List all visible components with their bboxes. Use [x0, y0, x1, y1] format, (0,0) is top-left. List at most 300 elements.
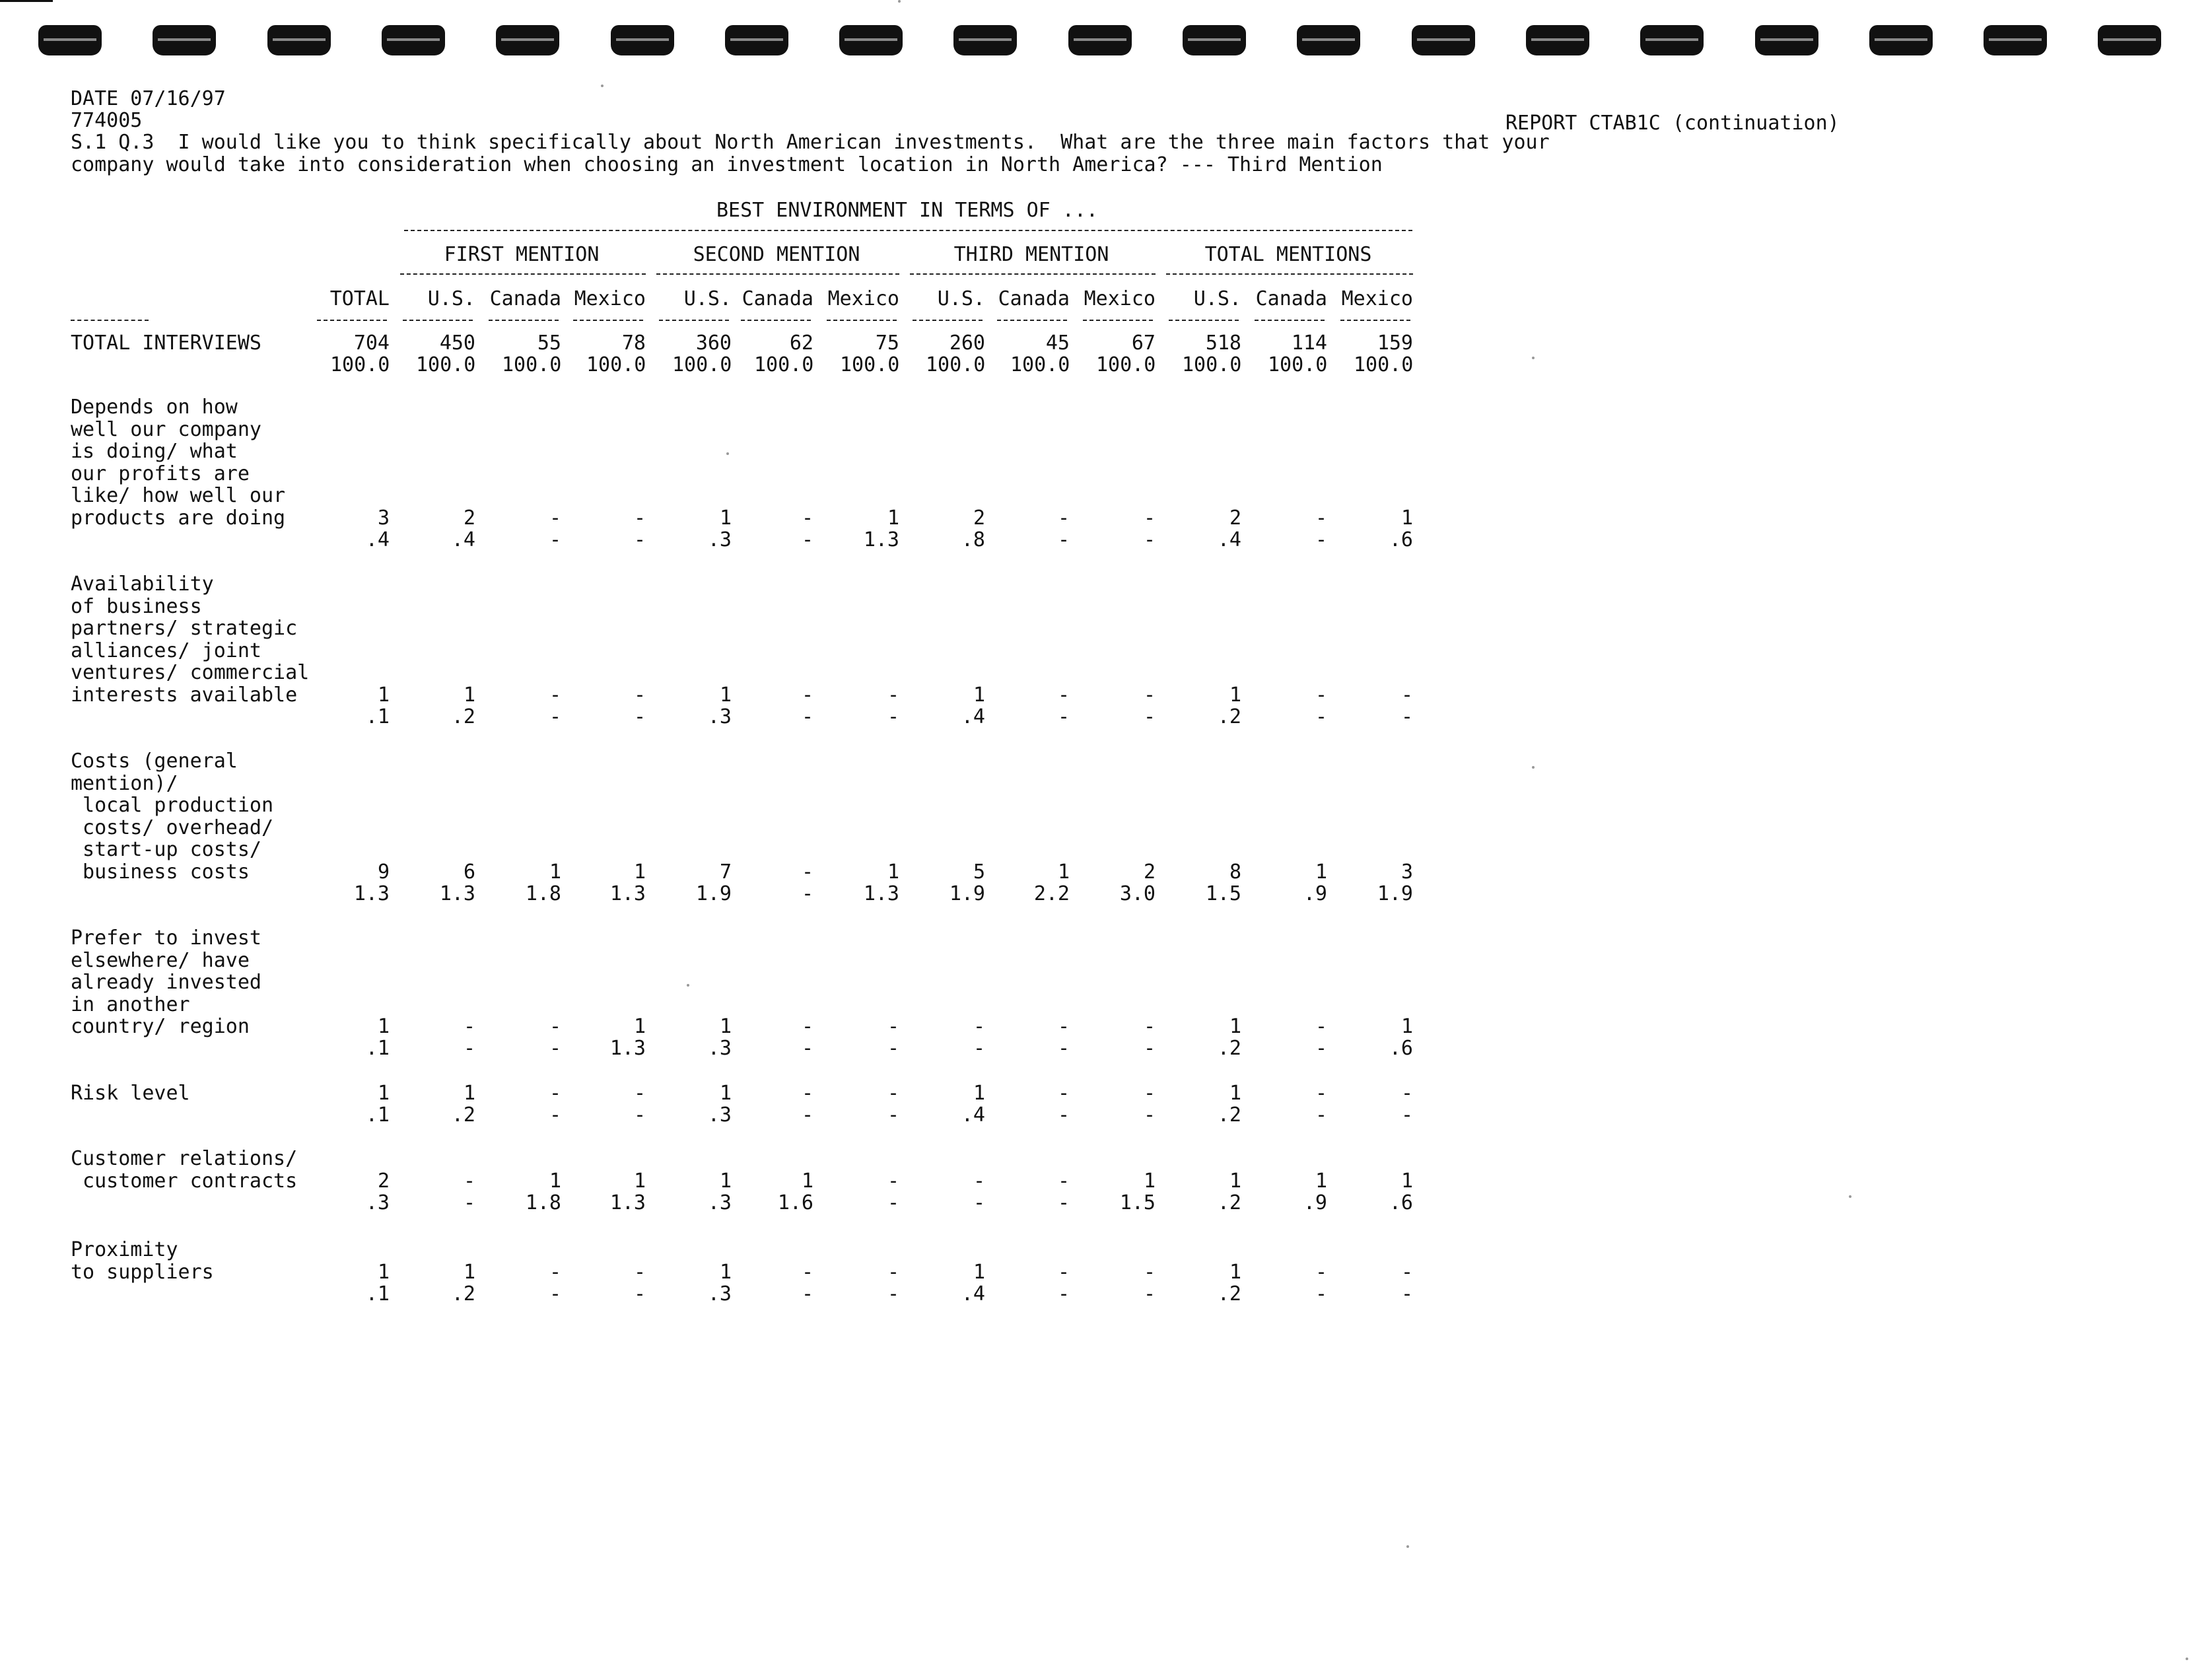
count-cell: 1 — [973, 1260, 985, 1284]
base-count-cell: 55 — [537, 332, 561, 355]
count-cell: - — [1057, 1260, 1070, 1284]
percent-cell: - — [633, 1103, 646, 1127]
percent-cell: - — [887, 1191, 899, 1214]
percent-cell: 1.3 — [609, 1037, 646, 1060]
column-header: Mexico — [1084, 287, 1156, 310]
feed-hole — [153, 25, 216, 55]
row-label-line: our profits are — [71, 462, 250, 485]
count-cell: 1 — [887, 506, 899, 530]
row-label-line: Proximity — [71, 1238, 178, 1261]
percent-cell: .1 — [365, 1103, 390, 1127]
column-header: Canada — [998, 287, 1070, 310]
count-cell: - — [801, 683, 813, 707]
dash-rule — [659, 320, 729, 321]
count-cell: 2 — [1143, 860, 1156, 884]
count-cell: - — [887, 1082, 899, 1105]
dash-rule — [400, 273, 646, 275]
scan-speck — [1532, 766, 1535, 769]
count-cell: 1 — [633, 860, 646, 884]
count-cell: - — [801, 506, 813, 530]
row-label-line: already invested — [71, 971, 261, 994]
base-percent-cell: 100.0 — [754, 353, 814, 376]
count-cell: - — [633, 683, 646, 707]
count-cell: - — [1400, 1260, 1413, 1284]
report-date: DATE 07/16/97 — [71, 87, 226, 110]
feed-hole — [38, 25, 102, 55]
percent-cell: - — [1315, 1037, 1327, 1060]
percent-cell: .8 — [961, 528, 985, 551]
percent-cell: - — [633, 1282, 646, 1306]
percent-cell: .3 — [707, 1103, 732, 1127]
percent-cell: .3 — [707, 528, 732, 551]
count-cell: - — [887, 1015, 899, 1038]
dash-rule — [317, 320, 387, 321]
feed-hole — [1412, 25, 1475, 55]
count-cell: - — [1315, 1015, 1327, 1038]
percent-cell: - — [801, 528, 813, 551]
count-cell: - — [1315, 683, 1327, 707]
row-label-line: well our company — [71, 417, 261, 441]
count-cell: - — [463, 1169, 475, 1193]
banner-rule — [404, 230, 1412, 231]
base-count-cell: 450 — [439, 332, 475, 355]
base-count-cell: 78 — [621, 332, 646, 355]
base-percent-cell: 100.0 — [586, 353, 646, 376]
dash-rule — [1340, 320, 1410, 321]
dash-rule — [997, 320, 1067, 321]
percent-cell: - — [549, 528, 561, 551]
base-count-cell: 704 — [353, 332, 390, 355]
count-cell: 5 — [973, 860, 985, 884]
column-header: U.S. — [427, 287, 475, 310]
base-percent-cell: 100.0 — [1268, 353, 1328, 376]
row-label-line: products are doing — [71, 506, 286, 530]
percent-cell: .1 — [365, 1037, 390, 1060]
count-cell: - — [973, 1015, 985, 1038]
count-cell: 1 — [377, 1260, 390, 1284]
row-label-line: Depends on how — [71, 396, 238, 419]
percent-cell: - — [1400, 705, 1413, 728]
base-count-cell: 518 — [1205, 332, 1241, 355]
feed-hole — [267, 25, 331, 55]
question-text-line-1: S.1 Q.3 I would like you to think specifically about North American investments. What are the three main factors that your — [71, 131, 1550, 154]
row-label-line: alliances/ joint — [71, 639, 261, 662]
dash-rule — [489, 320, 559, 321]
percent-cell: .3 — [707, 1282, 732, 1306]
count-cell: - — [549, 683, 561, 707]
table-banner: BEST ENVIRONMENT IN TERMS OF ... — [716, 199, 1098, 222]
column-header: U.S. — [937, 287, 985, 310]
feed-hole — [1640, 25, 1704, 55]
percent-cell: .9 — [1303, 1191, 1327, 1214]
percent-cell: .4 — [961, 1103, 985, 1127]
percent-cell: .2 — [1217, 705, 1241, 728]
column-header: Mexico — [574, 287, 646, 310]
scan-speck — [601, 85, 604, 87]
row-label-line: Risk level — [71, 1082, 190, 1105]
row-label-line: Customer relations/ — [71, 1147, 298, 1170]
count-cell: 1 — [463, 683, 475, 707]
percent-cell: - — [801, 705, 813, 728]
percent-cell: - — [973, 1191, 985, 1214]
feed-hole — [1297, 25, 1360, 55]
percent-cell: .2 — [451, 705, 475, 728]
percent-cell: - — [887, 705, 899, 728]
count-cell: 1 — [1057, 860, 1070, 884]
study-id: 774005 — [71, 109, 143, 132]
base-percent-cell: 100.0 — [330, 353, 390, 376]
row-label-line: like/ how well our — [71, 484, 286, 507]
count-cell: - — [633, 1260, 646, 1284]
count-cell: 3 — [1400, 860, 1413, 884]
count-cell: 2 — [463, 506, 475, 530]
row-label-line: costs/ overhead/ — [71, 816, 274, 839]
percent-cell: 1.3 — [353, 882, 390, 905]
percent-cell: - — [549, 1103, 561, 1127]
percent-cell: .4 — [365, 528, 390, 551]
count-cell: 9 — [377, 860, 390, 884]
tractor-feed-holes — [0, 25, 2212, 59]
percent-cell: .3 — [707, 705, 732, 728]
count-cell: - — [1143, 1082, 1156, 1105]
percent-cell: - — [1057, 705, 1070, 728]
feed-hole — [496, 25, 559, 55]
base-percent-cell: 100.0 — [1010, 353, 1070, 376]
percent-cell: .2 — [451, 1282, 475, 1306]
percent-cell: .2 — [1217, 1191, 1241, 1214]
column-group-header: FIRST MENTION — [444, 243, 600, 266]
report-id: REPORT CTAB1C (continuation) — [1505, 112, 1840, 135]
count-cell: 7 — [719, 860, 732, 884]
column-header: U.S. — [683, 287, 732, 310]
percent-cell: 1.9 — [695, 882, 732, 905]
percent-cell: .1 — [365, 1282, 390, 1306]
count-cell: - — [549, 1082, 561, 1105]
dash-rule — [71, 320, 149, 321]
percent-cell: 1.3 — [609, 1191, 646, 1214]
percent-cell: 1.9 — [1377, 882, 1413, 905]
column-group-header: SECOND MENTION — [693, 243, 860, 266]
percent-cell: .2 — [1217, 1282, 1241, 1306]
count-cell: 8 — [1229, 860, 1241, 884]
base-percent-cell: 100.0 — [1096, 353, 1156, 376]
count-cell: 1 — [1143, 1169, 1156, 1193]
row-label-line: ventures/ commercial — [71, 661, 310, 684]
count-cell: 1 — [719, 1015, 732, 1038]
percent-cell: .2 — [1217, 1103, 1241, 1127]
count-cell: - — [633, 1082, 646, 1105]
count-cell: 1 — [719, 506, 732, 530]
dash-rule — [827, 320, 897, 321]
percent-cell: .4 — [961, 1282, 985, 1306]
scan-speck — [1849, 1195, 1851, 1198]
feed-hole — [1526, 25, 1589, 55]
column-header: U.S. — [1193, 287, 1241, 310]
column-header: Canada — [742, 287, 813, 310]
row-label-line: elsewhere/ have — [71, 948, 250, 972]
count-cell: - — [1315, 1260, 1327, 1284]
count-cell: - — [549, 1260, 561, 1284]
count-cell: 1 — [1315, 1169, 1327, 1193]
base-percent-cell: 100.0 — [416, 353, 476, 376]
percent-cell: .3 — [707, 1037, 732, 1060]
dash-rule — [403, 320, 473, 321]
row-label-line: Costs (general — [71, 750, 238, 773]
base-percent-cell: 100.0 — [1182, 353, 1242, 376]
percent-cell: .4 — [961, 705, 985, 728]
row-label-line: Prefer to invest — [71, 926, 261, 950]
count-cell: 1 — [633, 1015, 646, 1038]
percent-cell: .2 — [451, 1103, 475, 1127]
count-cell: 1 — [377, 683, 390, 707]
column-group-header: THIRD MENTION — [953, 243, 1109, 266]
percent-cell: - — [1143, 1103, 1156, 1127]
percent-cell: - — [463, 1037, 475, 1060]
column-header: Mexico — [1341, 287, 1413, 310]
row-label-line: Availability — [71, 573, 214, 596]
count-cell: - — [1315, 506, 1327, 530]
percent-cell: - — [1143, 528, 1156, 551]
dash-rule — [1169, 320, 1239, 321]
row-label-line: partners/ strategic — [71, 617, 298, 640]
percent-cell: - — [1143, 705, 1156, 728]
feed-hole — [2098, 25, 2161, 55]
row-label-line: start-up costs/ — [71, 838, 261, 861]
feed-hole — [1755, 25, 1818, 55]
percent-cell: - — [887, 1282, 899, 1306]
percent-cell: 1.3 — [439, 882, 475, 905]
dash-rule — [1166, 273, 1413, 275]
dash-rule — [573, 320, 643, 321]
percent-cell: 1.8 — [525, 882, 561, 905]
base-percent-cell: 100.0 — [1354, 353, 1414, 376]
base-percent-cell: 100.0 — [840, 353, 900, 376]
percent-cell: - — [549, 1037, 561, 1060]
percent-cell: - — [549, 705, 561, 728]
scan-speck — [726, 452, 729, 455]
percent-cell: .9 — [1303, 882, 1327, 905]
dash-rule — [656, 273, 899, 275]
base-count-cell: 62 — [789, 332, 813, 355]
row-label-total-interviews: TOTAL INTERVIEWS — [71, 332, 261, 355]
count-cell: 1 — [887, 860, 899, 884]
percent-cell: - — [887, 1037, 899, 1060]
count-cell: - — [549, 506, 561, 530]
count-cell: - — [801, 1015, 813, 1038]
base-count-cell: 75 — [875, 332, 899, 355]
count-cell: 1 — [719, 683, 732, 707]
row-label-line: country/ region — [71, 1015, 250, 1038]
percent-cell: - — [1057, 1103, 1070, 1127]
count-cell: - — [887, 683, 899, 707]
scan-edge-line — [0, 0, 53, 2]
percent-cell: - — [1315, 1282, 1327, 1306]
count-cell: 1 — [1315, 860, 1327, 884]
count-cell: 3 — [377, 506, 390, 530]
count-cell: 1 — [377, 1015, 390, 1038]
row-label-line: local production — [71, 794, 274, 817]
percent-cell: - — [1057, 1037, 1070, 1060]
percent-cell: - — [1315, 705, 1327, 728]
percent-cell: .6 — [1389, 1191, 1413, 1214]
count-cell: 1 — [1229, 1015, 1241, 1038]
question-text-line-2: company would take into consideration when choosing an investment location in North America? --- Third Mention — [71, 153, 1383, 176]
percent-cell: 1.8 — [525, 1191, 561, 1214]
base-count-cell: 360 — [695, 332, 732, 355]
count-cell: - — [1143, 1260, 1156, 1284]
count-cell: 1 — [973, 1082, 985, 1105]
percent-cell: 3.0 — [1119, 882, 1156, 905]
column-header: TOTAL — [329, 287, 390, 310]
feed-hole — [1869, 25, 1933, 55]
base-count-cell: 45 — [1045, 332, 1070, 355]
count-cell: 6 — [463, 860, 475, 884]
percent-cell: - — [1315, 528, 1327, 551]
base-count-cell: 67 — [1131, 332, 1156, 355]
count-cell: - — [1057, 1015, 1070, 1038]
dash-rule — [910, 273, 1156, 275]
count-cell: 2 — [377, 1169, 390, 1193]
percent-cell: .1 — [365, 705, 390, 728]
count-cell: - — [1143, 683, 1156, 707]
percent-cell: .3 — [707, 1191, 732, 1214]
row-label-line: business costs — [71, 860, 250, 884]
scan-speck — [1406, 1545, 1409, 1548]
percent-cell: - — [1400, 1103, 1413, 1127]
column-group-header: TOTAL MENTIONS — [1204, 243, 1372, 266]
percent-cell: 2.2 — [1033, 882, 1070, 905]
count-cell: - — [801, 1260, 813, 1284]
count-cell: 1 — [1400, 1169, 1413, 1193]
row-label-line: in another — [71, 993, 190, 1016]
row-label-line: is doing/ what — [71, 440, 238, 463]
percent-cell: 1.9 — [949, 882, 985, 905]
row-label-line: of business — [71, 594, 202, 618]
count-cell: - — [1143, 506, 1156, 530]
count-cell: - — [1400, 1082, 1413, 1105]
percent-cell: 1.3 — [863, 882, 899, 905]
count-cell: - — [549, 1015, 561, 1038]
percent-cell: 1.3 — [863, 528, 899, 551]
feed-hole — [382, 25, 445, 55]
percent-cell: 1.5 — [1119, 1191, 1156, 1214]
base-percent-cell: 100.0 — [502, 353, 562, 376]
count-cell: 1 — [719, 1082, 732, 1105]
count-cell: - — [801, 1082, 813, 1105]
count-cell: - — [1143, 1015, 1156, 1038]
percent-cell: - — [801, 1282, 813, 1306]
count-cell: 1 — [1229, 1169, 1241, 1193]
base-count-cell: 159 — [1377, 332, 1413, 355]
percent-cell: - — [1057, 528, 1070, 551]
percent-cell: .6 — [1389, 528, 1413, 551]
count-cell: 1 — [1400, 506, 1413, 530]
count-cell: 1 — [549, 1169, 561, 1193]
percent-cell: .4 — [1217, 528, 1241, 551]
count-cell: - — [1057, 1169, 1070, 1193]
percent-cell: .3 — [365, 1191, 390, 1214]
count-cell: 1 — [463, 1260, 475, 1284]
count-cell: 2 — [1229, 506, 1241, 530]
count-cell: 1 — [1229, 1260, 1241, 1284]
column-header: Canada — [1255, 287, 1327, 310]
base-count-cell: 114 — [1291, 332, 1327, 355]
scan-speck — [2186, 1658, 2188, 1660]
row-label-line: to suppliers — [71, 1260, 214, 1284]
count-cell: - — [1057, 506, 1070, 530]
percent-cell: - — [887, 1103, 899, 1127]
column-header: Mexico — [827, 287, 899, 310]
count-cell: - — [633, 506, 646, 530]
feed-hole — [1068, 25, 1132, 55]
percent-cell: - — [1143, 1282, 1156, 1306]
feed-hole — [611, 25, 674, 55]
count-cell: 1 — [1229, 1082, 1241, 1105]
count-cell: - — [887, 1260, 899, 1284]
dash-rule — [741, 320, 811, 321]
percent-cell: - — [1143, 1037, 1156, 1060]
scan-speck — [1532, 357, 1535, 359]
percent-cell: - — [633, 528, 646, 551]
count-cell: 1 — [973, 683, 985, 707]
count-cell: 2 — [973, 506, 985, 530]
count-cell: - — [1057, 1082, 1070, 1105]
count-cell: - — [1057, 683, 1070, 707]
percent-cell: - — [633, 705, 646, 728]
percent-cell: - — [801, 1037, 813, 1060]
count-cell: 1 — [1229, 683, 1241, 707]
count-cell: 1 — [719, 1169, 732, 1193]
base-percent-cell: 100.0 — [926, 353, 986, 376]
row-label-line: interests available — [71, 683, 298, 707]
percent-cell: - — [973, 1037, 985, 1060]
count-cell: 1 — [633, 1169, 646, 1193]
percent-cell: - — [549, 1282, 561, 1306]
count-cell: - — [1400, 683, 1413, 707]
percent-cell: 1.6 — [777, 1191, 813, 1214]
percent-cell: 1.3 — [609, 882, 646, 905]
count-cell: - — [463, 1015, 475, 1038]
percent-cell: - — [1057, 1191, 1070, 1214]
count-cell: 1 — [719, 1260, 732, 1284]
base-percent-cell: 100.0 — [672, 353, 732, 376]
count-cell: 1 — [1400, 1015, 1413, 1038]
feed-hole — [725, 25, 788, 55]
percent-cell: - — [1057, 1282, 1070, 1306]
percent-cell: - — [463, 1191, 475, 1214]
percent-cell: .4 — [451, 528, 475, 551]
scan-speck — [687, 984, 689, 987]
count-cell: - — [973, 1169, 985, 1193]
dash-rule — [1083, 320, 1153, 321]
percent-cell: - — [1400, 1282, 1413, 1306]
count-cell: 1 — [801, 1169, 813, 1193]
feed-hole — [839, 25, 903, 55]
feed-hole — [1183, 25, 1246, 55]
percent-cell: 1.5 — [1205, 882, 1241, 905]
percent-cell: - — [801, 1103, 813, 1127]
percent-cell: .2 — [1217, 1037, 1241, 1060]
count-cell: - — [801, 860, 813, 884]
count-cell: 1 — [463, 1082, 475, 1105]
feed-hole — [953, 25, 1017, 55]
dash-rule — [913, 320, 983, 321]
column-header: Canada — [489, 287, 561, 310]
count-cell: - — [1315, 1082, 1327, 1105]
feed-hole — [1984, 25, 2047, 55]
base-count-cell: 260 — [949, 332, 985, 355]
count-cell: 1 — [377, 1082, 390, 1105]
